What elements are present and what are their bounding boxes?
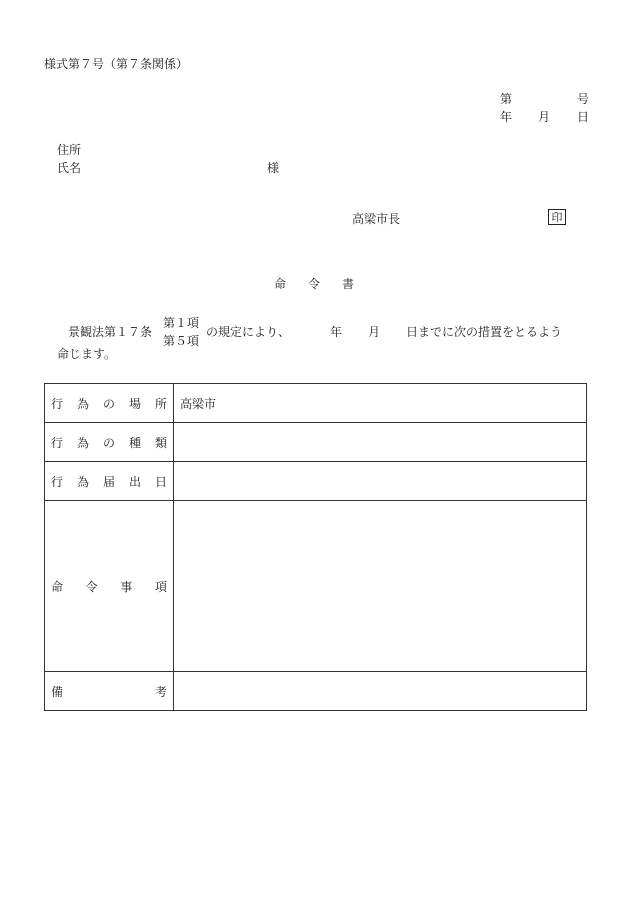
- row-value: [174, 501, 587, 672]
- order-details-table: [44, 383, 587, 711]
- document-title: 命令書: [274, 277, 377, 291]
- date-month-label: 月: [538, 110, 551, 124]
- name-label: 氏名: [57, 161, 82, 175]
- body-clause-option-1: 第１項: [163, 316, 200, 330]
- issuer-title: 高梁市長: [352, 212, 401, 226]
- row-label: [45, 462, 174, 501]
- table-row: [45, 501, 587, 672]
- table-row: [45, 672, 587, 711]
- body-text-middle: の規定により、: [206, 325, 291, 339]
- row-label-text: 備 考: [51, 684, 167, 699]
- table-row: [45, 423, 587, 462]
- body-text-line2: 命じます。: [57, 347, 117, 361]
- address-label: 住所: [57, 143, 82, 157]
- row-label-text: 命 令 事 項: [51, 579, 167, 594]
- body-law-reference: 景観法第１７条: [68, 325, 153, 339]
- date-day-label: 日: [577, 110, 590, 124]
- row-label-text: 行 為 の 場 所: [51, 396, 167, 411]
- row-value: [174, 672, 587, 711]
- table-row: [45, 384, 587, 423]
- row-value: [174, 462, 587, 501]
- row-label: [45, 384, 174, 423]
- seal-stamp-box: 印: [548, 209, 566, 225]
- row-label: [45, 501, 174, 672]
- honorific: 様: [267, 161, 280, 175]
- row-label: [45, 672, 174, 711]
- body-deadline-year: 年: [330, 325, 343, 339]
- row-value: [174, 423, 587, 462]
- body-deadline-month: 月: [368, 325, 381, 339]
- row-label-text: 行 為 の 種 類: [51, 435, 167, 450]
- document-number-label: 第: [500, 92, 513, 106]
- date-year-label: 年: [500, 110, 513, 124]
- row-label: [45, 423, 174, 462]
- row-value: 高梁市: [174, 384, 587, 423]
- table-row: [45, 462, 587, 501]
- body-text-end: 日までに次の措置をとるよう: [406, 325, 563, 339]
- form-number: 様式第７号（第７条関係）: [44, 57, 189, 71]
- body-clause-option-2: 第５項: [163, 334, 200, 348]
- row-label-text: 行 為 届 出 日: [51, 474, 167, 489]
- document-number-suffix: 号: [577, 92, 590, 106]
